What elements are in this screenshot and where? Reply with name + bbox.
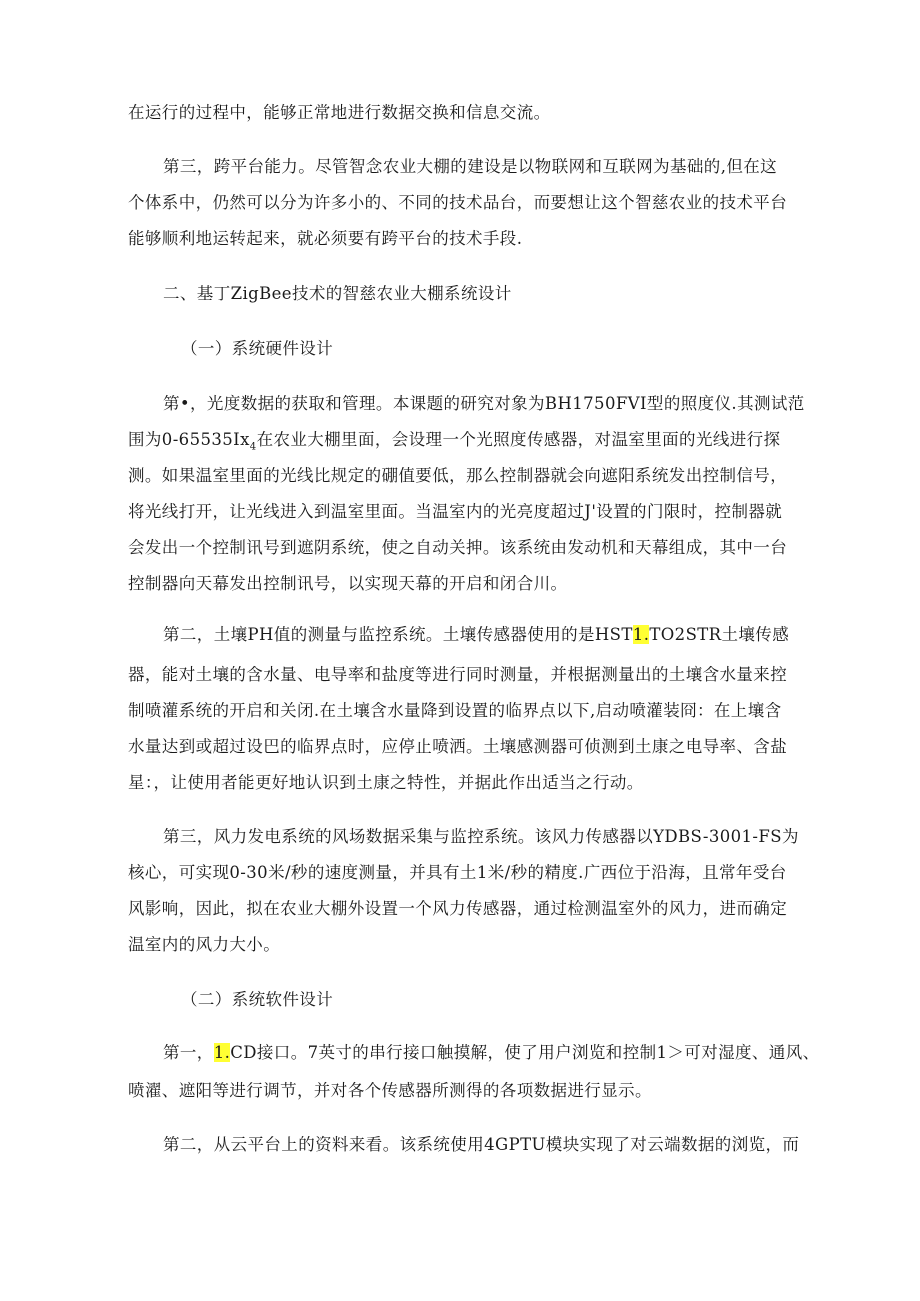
text-line: 将光线打开，让光线进入到温室里面。当温室内的光亮度超过J'设置的门限时，控制器就 xyxy=(128,502,783,521)
text-line: 控制器向天幕发出控制讯号，以实现天幕的开启和闭合川。 xyxy=(128,574,568,593)
text-line xyxy=(163,1042,820,1064)
text-line: 星：，让使用者能更好地认识到土康之特性，并据此作出适当之行动。 xyxy=(128,773,644,792)
text-line: 风影响，因此，拟在农业大棚外设置一个风力传感器，通过检测温室外的风力，进而确定 xyxy=(128,899,788,918)
text-line: 制喷灌系统的开启和关闭.在土壤含水量降到设置的临界点以下,启动喷灌装冏：在上壤含 xyxy=(128,701,782,720)
text-line xyxy=(163,624,789,646)
text-line: 喷濯、遮阳等进行调节，并对各个传感器所测得的各项数据进行显示。 xyxy=(128,1081,652,1100)
text-line: 第二，从云平台上的资料来看。该系统使用4GPTU模块实现了对云端数据的浏览，而 xyxy=(163,1135,800,1154)
highlighted-text: 1. xyxy=(632,625,650,644)
text-line: 第•，光度数据的获取和管理。本课题的研究对象为BH1750FVI型的照度仪.其测试范 xyxy=(163,394,805,413)
highlighted-text: 1. xyxy=(213,1043,231,1062)
section-heading: 二、基丁ZigBee技术的智慈农业大棚系统设计 xyxy=(163,284,512,303)
text-line: 温室内的风力大小。 xyxy=(128,935,281,954)
text-line: 测。如果温室里面的光线比规定的硼值要低，那么控制器就会向遮阳系统发出控制信号， xyxy=(128,466,788,485)
text-line: 水量达到或超过设巴的临界点时，应停止喷洒。土壤感测器可侦测到土康之电导率、含盐 xyxy=(128,737,788,756)
text-line: 能够顺利地运转起来，就必须要有跨平台的技术手段. xyxy=(128,229,523,248)
text-segment: 第二，土壤PH值的测量与监控系统。土壤传感器使用的是HST xyxy=(163,625,633,644)
subsection-heading: （一）系统硬件设计 xyxy=(181,339,334,358)
text-line: 第三，跨平台能力。尽管智念农业大棚的建设是以物联网和互联网为基础的,但在这 xyxy=(163,157,778,176)
subscript: 4 xyxy=(249,441,257,453)
text-segment: 在农业大棚里面，会设理一个光照度传感器，对温室里面的光线进行探 xyxy=(256,430,781,449)
subsection-heading: （二）系统软件设计 xyxy=(181,990,334,1009)
text-segment: 第一， xyxy=(163,1043,214,1062)
text-line: 个体系中，仍然可以分为许多小的、不同的技术品台，而要想让这个智慈农业的技术平台 xyxy=(128,193,788,212)
text-line: 核心，可实现0-30米/秒的速度测量，并具有土1米/秒的精度.广西位于沿海，且常年受台 xyxy=(128,863,787,882)
text-line: 在运行的过程中，能够正常地进行数据交换和信息交流。 xyxy=(128,103,551,122)
text-segment: CD接口。7英寸的串行接口触摸解，使了用户浏览和控制1＞可对湿度、通风、 xyxy=(230,1043,820,1062)
text-line xyxy=(128,429,780,458)
text-segment: 围为0-65535Ix xyxy=(128,430,250,449)
text-segment: TO2STR土壤传感 xyxy=(649,625,790,644)
text-line: 第三，风力发电系统的风场数据采集与监控系统。该风力传感器以YDBS-3001-FS为 xyxy=(163,827,799,846)
text-line: 器，能对土壤的含水量、电导率和盐度等进行同时测量，并根据测量出的土壤含水量来控 xyxy=(128,665,788,684)
text-line: 会发出一个控制讯号到遮阴系统，使之自动关抻。该系统由发动机和天幕组成，其中一台 xyxy=(128,538,788,557)
